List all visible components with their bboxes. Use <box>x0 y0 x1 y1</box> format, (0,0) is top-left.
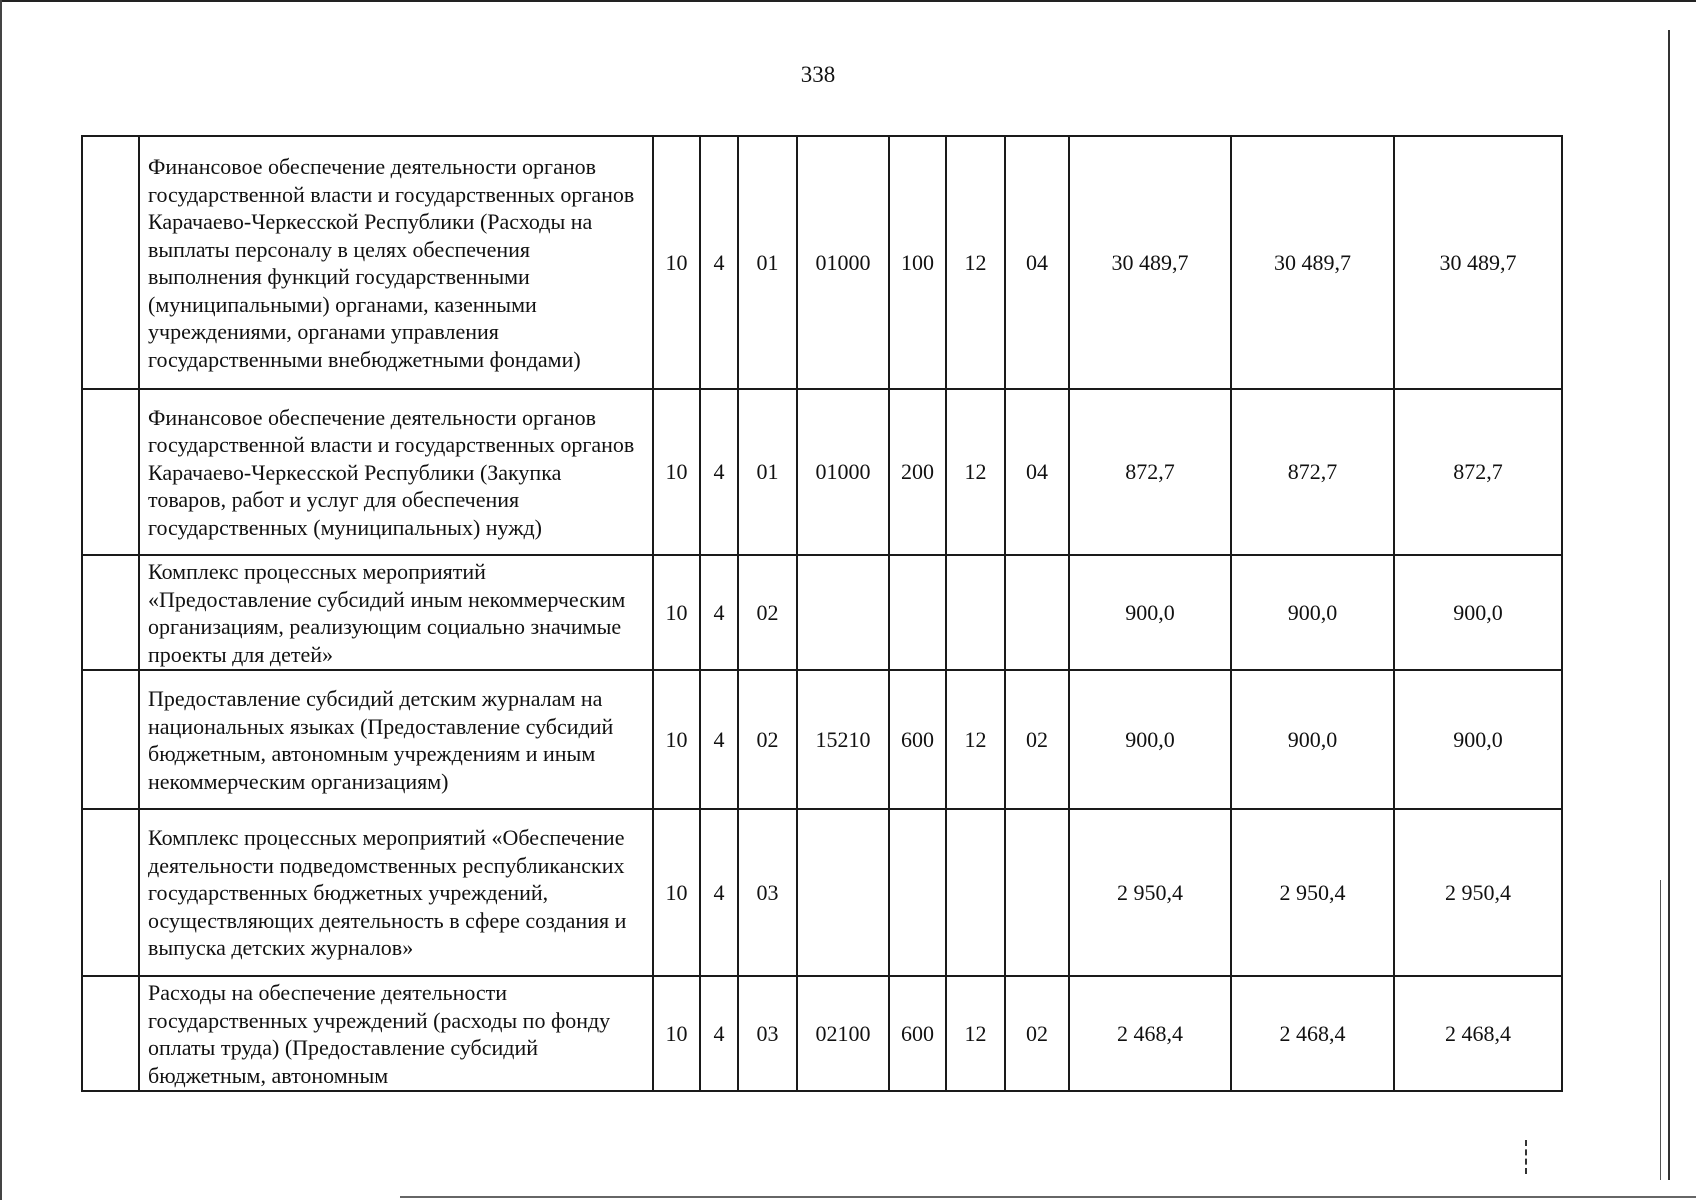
amount-cell: 900,0 <box>1231 670 1394 809</box>
code-cell: 12 <box>946 389 1005 555</box>
code-cell <box>1005 555 1069 670</box>
amount-cell: 2 468,4 <box>1231 976 1394 1091</box>
row-index <box>82 389 139 555</box>
code-cell <box>1005 809 1069 976</box>
row-name: Расходы на обеспечение деятельности государственных учреждений (расходы по фонду оплаты труда) (Предоставление субсидий бюджетным, автономным <box>139 976 653 1091</box>
amount-cell: 900,0 <box>1394 670 1562 809</box>
row-index <box>82 136 139 389</box>
amount-cell: 2 468,4 <box>1394 976 1562 1091</box>
code-cell <box>946 555 1005 670</box>
code-cell: 4 <box>700 670 738 809</box>
amount-cell: 872,7 <box>1231 389 1394 555</box>
row-name: Финансовое обеспечение деятельности органов государственной власти и государственных органов Карачаево-Черкесской Республики (Закупка товаров, работ и услуг для обеспечения государственных (муниципальных) нужд) <box>139 389 653 555</box>
table-row <box>82 670 1562 809</box>
amount-cell: 2 950,4 <box>1069 809 1231 976</box>
code-cell: 01 <box>738 389 797 555</box>
row-name: Финансовое обеспечение деятельности органов государственной власти и государственных органов Карачаево-Черкесской Республики (Расходы на выплаты персоналу в целях обеспечения выполнения функций государственными (муниципальными) органами, казенными учреждениями, органами управления государственными внебюджетными фондами) <box>139 136 653 389</box>
code-cell: 4 <box>700 976 738 1091</box>
code-cell: 4 <box>700 136 738 389</box>
code-cell: 01 <box>738 136 797 389</box>
row-index <box>82 555 139 670</box>
code-cell: 10 <box>653 555 700 670</box>
scan-edge-right <box>1668 30 1670 1180</box>
code-cell: 03 <box>738 976 797 1091</box>
amount-cell: 900,0 <box>1231 555 1394 670</box>
code-cell: 02100 <box>797 976 889 1091</box>
code-cell: 15210 <box>797 670 889 809</box>
amount-cell: 900,0 <box>1394 555 1562 670</box>
code-cell: 600 <box>889 670 946 809</box>
code-cell: 04 <box>1005 136 1069 389</box>
amount-cell: 2 950,4 <box>1231 809 1394 976</box>
amount-cell: 2 950,4 <box>1394 809 1562 976</box>
code-cell: 10 <box>653 809 700 976</box>
code-cell: 02 <box>738 555 797 670</box>
amount-cell: 872,7 <box>1069 389 1231 555</box>
code-cell: 03 <box>738 809 797 976</box>
table-row <box>82 136 1562 389</box>
scan-edge-right-inner <box>1660 880 1661 1180</box>
page-number: 338 <box>800 62 836 87</box>
code-cell: 600 <box>889 976 946 1091</box>
code-cell: 02 <box>738 670 797 809</box>
scan-edge-bottom <box>400 1196 1696 1198</box>
code-cell <box>889 809 946 976</box>
row-name: Комплекс процессных мероприятий «Предоставление субсидий иным некоммерческим организациям, реализующим социально значимые проекты для детей» <box>139 555 653 670</box>
budget-table <box>81 135 1563 1092</box>
code-cell: 12 <box>946 976 1005 1091</box>
table-row <box>82 809 1562 976</box>
scan-dash-mark <box>1525 1140 1529 1174</box>
row-name: Предоставление субсидий детским журналам на национальных языках (Предоставление субсидий бюджетным, автономным учреждениям и иным некоммерческим организациям) <box>139 670 653 809</box>
scan-edge-top <box>0 0 1696 2</box>
code-cell <box>946 809 1005 976</box>
row-index <box>82 670 139 809</box>
row-index <box>82 976 139 1091</box>
code-cell: 10 <box>653 670 700 809</box>
code-cell: 12 <box>946 136 1005 389</box>
code-cell: 01000 <box>797 136 889 389</box>
table-row <box>82 555 1562 670</box>
code-cell: 10 <box>653 136 700 389</box>
code-cell <box>797 555 889 670</box>
scan-edge-left <box>0 0 2 1200</box>
code-cell: 4 <box>700 809 738 976</box>
code-cell <box>889 555 946 670</box>
code-cell: 12 <box>946 670 1005 809</box>
table-row <box>82 389 1562 555</box>
code-cell: 200 <box>889 389 946 555</box>
code-cell: 02 <box>1005 976 1069 1091</box>
code-cell: 04 <box>1005 389 1069 555</box>
code-cell: 10 <box>653 389 700 555</box>
amount-cell: 30 489,7 <box>1231 136 1394 389</box>
code-cell: 02 <box>1005 670 1069 809</box>
code-cell: 4 <box>700 555 738 670</box>
amount-cell: 872,7 <box>1394 389 1562 555</box>
code-cell: 100 <box>889 136 946 389</box>
amount-cell: 900,0 <box>1069 555 1231 670</box>
amount-cell: 2 468,4 <box>1069 976 1231 1091</box>
table-row <box>82 976 1562 1091</box>
amount-cell: 30 489,7 <box>1394 136 1562 389</box>
row-index <box>82 809 139 976</box>
code-cell: 4 <box>700 389 738 555</box>
amount-cell: 30 489,7 <box>1069 136 1231 389</box>
code-cell: 01000 <box>797 389 889 555</box>
amount-cell: 900,0 <box>1069 670 1231 809</box>
code-cell: 10 <box>653 976 700 1091</box>
row-name: Комплекс процессных мероприятий «Обеспечение деятельности подведомственных республиканских государственных бюджетных учреждений, осуществляющих деятельность в сфере создания и выпуска детских журналов» <box>139 809 653 976</box>
code-cell <box>797 809 889 976</box>
